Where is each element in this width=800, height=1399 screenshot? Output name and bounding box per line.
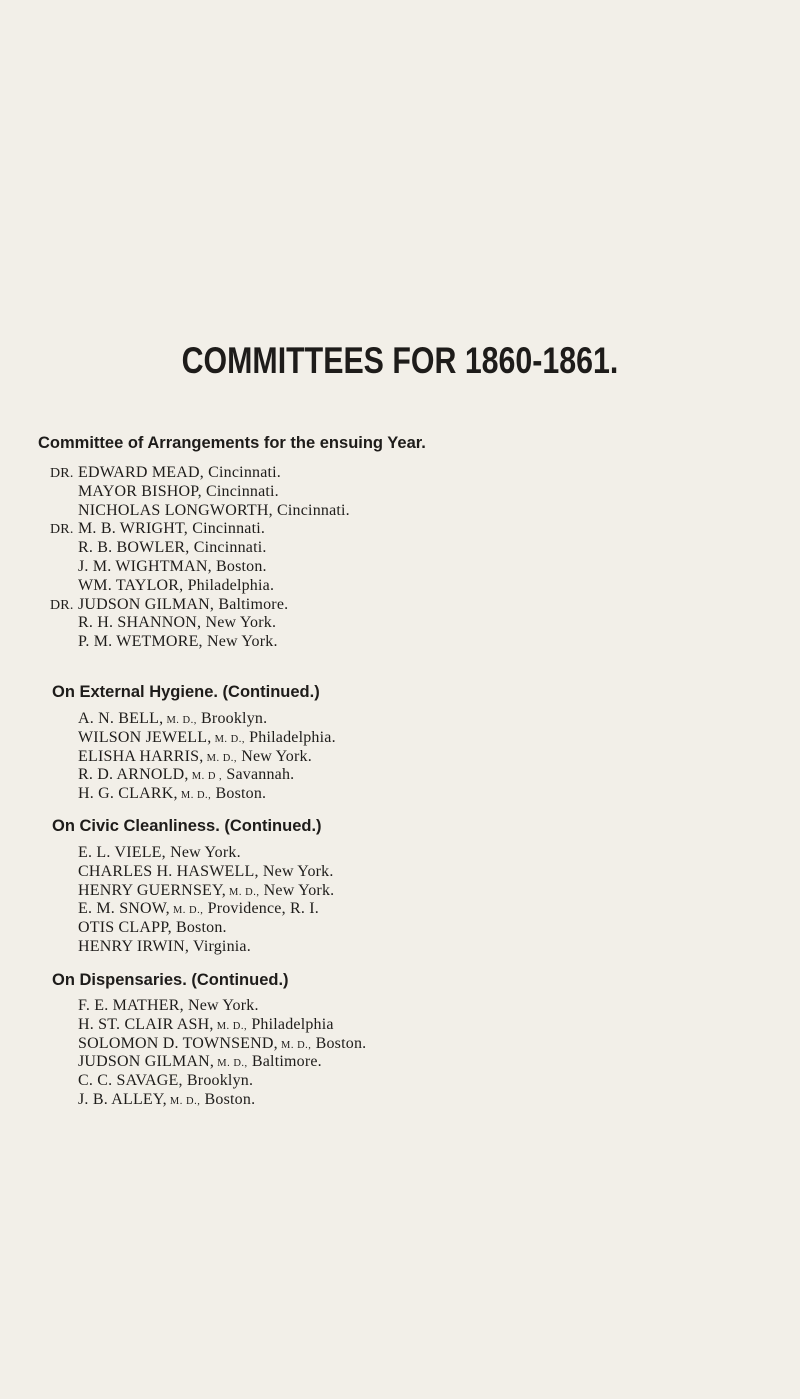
member-location: Boston. <box>311 1034 367 1052</box>
member-degree: M. D., <box>214 1058 248 1070</box>
committee-member <box>50 464 281 482</box>
member-name: HENRY IRWIN, <box>78 938 190 955</box>
committee-member <box>50 520 265 538</box>
member-name: M. B. WRIGHT, <box>78 520 189 538</box>
member-location: Boston. <box>211 558 267 575</box>
member-name: P. M. WETMORE, <box>78 633 203 651</box>
committee-member <box>78 710 267 728</box>
committee-member <box>50 633 278 651</box>
member-location: Brooklyn. <box>182 1072 254 1090</box>
member-name: JUDSON GILMAN, <box>78 1053 215 1071</box>
member-name: A. N. BELL, <box>78 710 164 727</box>
member-location: Cincinnati. <box>188 520 266 538</box>
committee-member <box>78 1053 322 1071</box>
member-name: R. H. SHANNON, <box>78 614 202 632</box>
member-location: Cincinnati. <box>189 539 267 557</box>
member-location: New York. <box>259 881 335 899</box>
committee-member <box>78 1091 255 1109</box>
member-degree: M. D., <box>203 752 238 764</box>
member-location: Cincinnati. <box>203 464 282 481</box>
member-name: C. C. SAVAGE, <box>78 1072 183 1090</box>
committee-member <box>78 863 334 881</box>
committee-member <box>50 614 276 632</box>
member-name: H. G. CLARK, <box>78 785 178 803</box>
member-location: Baltimore. <box>214 595 289 613</box>
committee-member <box>78 919 227 937</box>
member-location: New York. <box>183 997 259 1014</box>
member-name: WM. TAYLOR, <box>78 576 184 594</box>
member-name: R. D. ARNOLD, <box>78 766 189 784</box>
committee-member <box>78 1035 366 1053</box>
committee-member <box>78 1016 334 1034</box>
member-degree: M. D., <box>213 1020 248 1032</box>
member-name: SOLOMON D. TOWNSEND, <box>78 1034 278 1052</box>
member-degree: M. D., <box>177 790 212 802</box>
member-location: New York. <box>258 862 334 880</box>
member-name: OTIS CLAPP, <box>78 919 172 937</box>
committee-member <box>78 900 319 918</box>
member-name: ELISHA HARRIS, <box>78 747 204 765</box>
member-location: New York. <box>165 844 241 861</box>
member-location: Philadelphia. <box>183 576 275 594</box>
committee-member <box>78 997 259 1015</box>
member-location: Providence, R. I. <box>203 900 319 918</box>
section-heading: On Dispensaries. (Continued.) <box>52 971 289 989</box>
member-location: Philadelphia <box>247 1015 334 1033</box>
member-degree: M. D., <box>277 1039 312 1051</box>
member-name: JUDSON GILMAN, <box>78 595 215 613</box>
member-degree: M. D , <box>188 771 223 783</box>
member-location: Cincinnati. <box>272 501 350 519</box>
member-name: E. M. SNOW, <box>78 900 170 918</box>
member-name: WILSON JEWELL, <box>78 728 212 746</box>
member-location: Virginia. <box>189 938 251 955</box>
member-location: New York. <box>237 747 312 765</box>
member-name: NICHOLAS LONGWORTH, <box>78 501 273 519</box>
member-title: DR. <box>50 466 74 481</box>
committee-member <box>50 558 267 576</box>
member-degree: M. D., <box>163 715 197 726</box>
committee-member <box>78 748 312 766</box>
member-location: Philadelphia. <box>244 728 336 746</box>
member-title: DR. <box>50 522 74 538</box>
member-location: Cincinnati. <box>201 482 279 500</box>
section-heading: Committee of Arrangements for the ensuing Year. <box>38 434 426 452</box>
committee-member <box>78 882 334 900</box>
member-name: F. E. MATHER, <box>78 997 184 1014</box>
member-name: HENRY GUERNSEY, <box>78 881 226 899</box>
member-degree: M. D., <box>225 886 260 898</box>
member-name: CHARLES H. HASWELL, <box>78 862 259 880</box>
committee-member <box>78 729 336 747</box>
committee-member <box>78 938 251 956</box>
committee-member <box>50 502 350 520</box>
committee-member <box>78 844 241 862</box>
committee-member <box>78 1072 253 1090</box>
member-location: New York. <box>202 633 278 651</box>
committee-member <box>50 577 274 595</box>
committee-member <box>78 785 266 803</box>
member-title: DR. <box>50 597 74 613</box>
member-location: New York. <box>201 614 277 632</box>
member-degree: M. D., <box>166 1096 201 1107</box>
committee-member <box>50 483 279 501</box>
member-location: Boston. <box>211 785 267 803</box>
member-name: MAYOR BISHOP, <box>78 482 202 500</box>
member-name: E. L. VIELE, <box>78 844 166 861</box>
member-name: J. B. ALLEY, <box>78 1091 167 1108</box>
member-location: Baltimore. <box>247 1053 322 1071</box>
member-degree: M. D., <box>169 905 204 917</box>
committee-member <box>50 539 267 557</box>
member-name: EDWARD MEAD, <box>78 464 204 481</box>
member-name: H. ST. CLAIR ASH, <box>78 1015 214 1033</box>
member-name: R. B. BOWLER, <box>78 539 190 557</box>
member-location: Boston. <box>171 919 227 937</box>
committee-member <box>50 596 288 614</box>
committee-member <box>78 766 294 784</box>
member-degree: M. D., <box>211 733 245 745</box>
member-name: J. M. WIGHTMAN, <box>78 558 212 575</box>
page-title: COMMITTEES FOR 1860-1861. <box>181 340 619 381</box>
member-location: Brooklyn. <box>196 710 268 727</box>
section-heading: On External Hygiene. (Continued.) <box>52 683 320 701</box>
section-heading: On Civic Cleanliness. (Continued.) <box>52 817 322 835</box>
member-location: Savannah. <box>222 766 295 784</box>
member-location: Boston. <box>200 1091 256 1108</box>
